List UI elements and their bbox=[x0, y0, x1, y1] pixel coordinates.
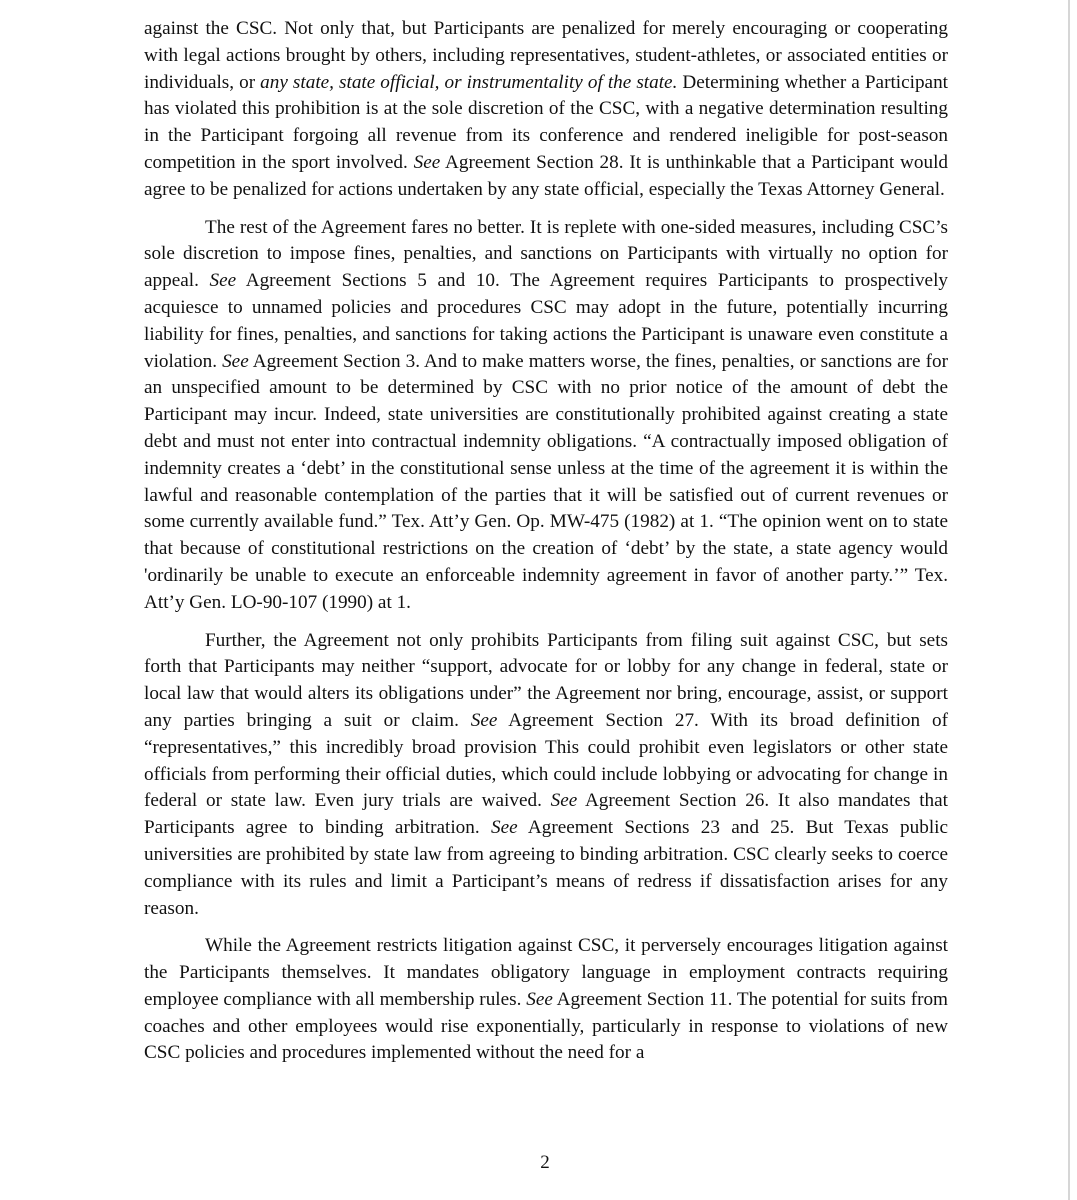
paragraph-4 bbox=[144, 933, 948, 1067]
italic-text-segment: See bbox=[490, 817, 518, 839]
italic-text-segment: any state, state official, or instrumentality of the state. bbox=[260, 71, 678, 93]
body-text bbox=[144, 16, 948, 1078]
text-segment: against the CSC. Not only that, but Participants are penalized for merely encouraging or cooperating with legal actions brought by others, including representatives, student-athletes, or associated entities or individuals, or bbox=[144, 18, 948, 93]
text-segment: Agreement Section 3. And to make matters worse, the fines, penalties, or sanctions are for an unspecified amount to be determined by CSC with no prior notice of the amount of debt the Participant may incur. Indeed, state universities are constitutionally prohibited against creating a state debt and must not enter into contractual indemnity obligations. “A contractually imposed obligation of indemnity creates a ‘debt’ in the constitutional sense unless at the time of the agreement it is within the lawful and reasonable contemplation of the parties that it will be satisfied out of current revenues or some currently available fund.” Tex. Att’y Gen. Op. MW-475 (1982) at 1. “The opinion went on to state that because of constitutional restrictions on the creation of ‘debt’ by the state, a state agency would 'ordinarily be unable to execute an enforceable indemnity agreement in favor of another party.’” Tex. Att’y Gen. LO-90-107 (1990) at 1. bbox=[144, 350, 948, 613]
page-edge-divider bbox=[1068, 0, 1070, 1200]
italic-text-segment: See bbox=[222, 350, 249, 372]
italic-text-segment: See bbox=[470, 709, 498, 731]
text-segment: Agreement Section 26. It also mandates that Participants agree to binding arbitration. bbox=[144, 790, 949, 839]
text-segment: Agreement Section 28. It is unthinkable that a Participant would agree to be penalized for actions undertaken by any state official, especially the Texas Attorney General. bbox=[144, 151, 949, 200]
text-segment: Agreement Section 27. With its broad definition of “representatives,” this incredibly broad provision This could prohibit even legislators or other state officials from performing their official duties, which could include lobbying or advocating for change in federal or state law. Even jury trials are waived. bbox=[144, 709, 948, 812]
text-segment: The rest of the Agreement fares no better. It is replete with one-sided measures, including CSC’s sole discretion to impose fines, penalties, and sanctions on Participants with virtually no option for appeal. bbox=[144, 216, 948, 292]
italic-text-segment: See bbox=[209, 270, 237, 292]
text-segment: Agreement Section 11. The potential for suits from coaches and other employees would rise exponentially, particularly in response to violations of new CSC policies and procedures implemented without the need for a bbox=[144, 988, 948, 1064]
text-segment: While the Agreement restricts litigation against CSC, it perversely encourages litigation against the Participants themselves. It mandates obligatory language in employment contracts requiring employee compliance with all membership rules. bbox=[144, 935, 948, 1010]
text-segment: Determining whether a Participant has violated this prohibition is at the sole discretion of the CSC, with a negative determination resulting in the Participant forgoing all revenue from its conference and rendered ineligible for post-season competition in the sport involved. bbox=[144, 71, 948, 173]
italic-text-segment: See bbox=[413, 151, 441, 173]
text-segment: Further, the Agreement not only prohibits Participants from filing suit against CSC, but sets forth that Participants may neither “support, advocate for or lobby for any change in federal, state or local law that would alters its obligations under” the Agreement nor bring, encourage, assist, or support any parties bringing a suit or claim. bbox=[144, 629, 948, 731]
page-number: 2 bbox=[540, 1152, 550, 1173]
italic-text-segment: See bbox=[550, 790, 578, 812]
text-segment: Agreement Sections 23 and 25. But Texas public universities are prohibited by state law from agreeing to binding arbitration. CSC clearly seeks to coerce compliance with its rules and limit a Participant’s means of redress if dissatisfaction arises for any reason. bbox=[144, 817, 949, 919]
paragraph-1 bbox=[144, 16, 948, 204]
paragraph-2 bbox=[144, 215, 948, 617]
italic-text-segment: See bbox=[526, 988, 553, 1010]
paragraph-3 bbox=[144, 628, 948, 923]
text-segment: Agreement Sections 5 and 10. The Agreement requires Participants to prospectively acquiesce to unnamed policies and procedures CSC may adopt in the future, potentially incurring liability for fines, penalties, and sanctions for taking actions the Participant is unaware even constitute a violation. bbox=[144, 270, 948, 372]
